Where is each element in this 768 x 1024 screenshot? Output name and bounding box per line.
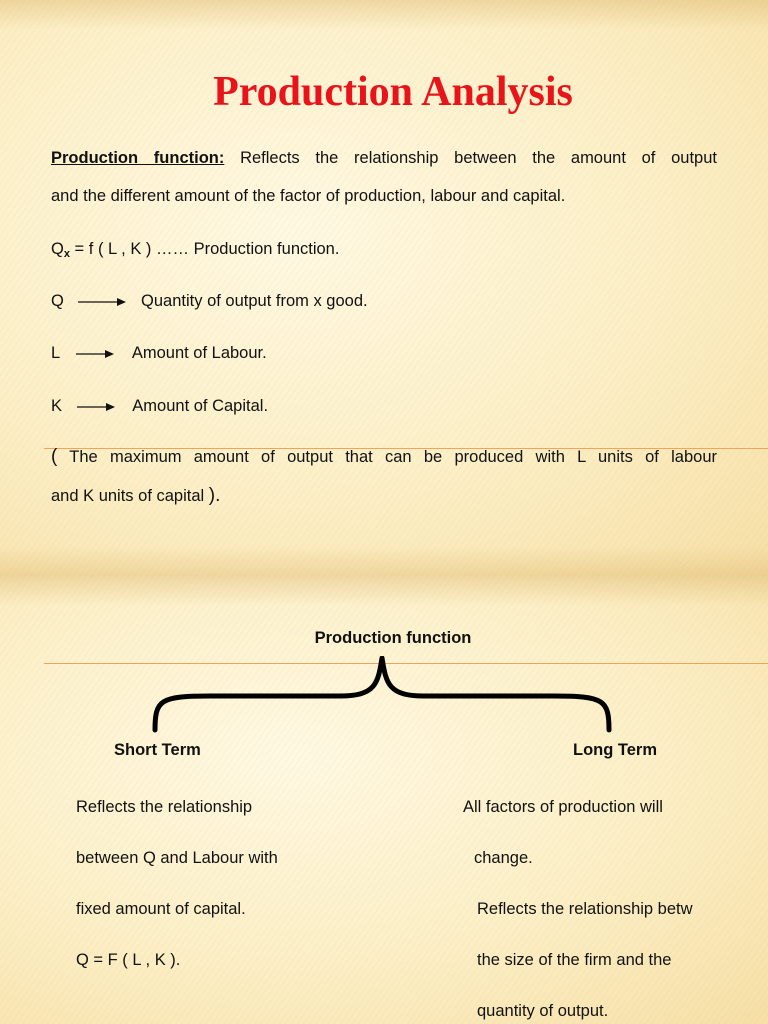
right-arrow-icon	[76, 348, 114, 360]
short-term-label: Short Term	[114, 741, 201, 759]
long-term-label: Long Term	[573, 741, 658, 759]
definition-line-1	[51, 148, 717, 168]
definition-line-2: and the different amount of the factor of production, labour and capital.	[51, 187, 566, 205]
formula-subscript: x	[63, 248, 70, 260]
short-term-formula: Q = F ( L , K ).	[76, 951, 181, 969]
right-arrow-icon	[78, 296, 126, 308]
variable-k-row	[51, 396, 268, 416]
note-line-2	[51, 486, 220, 506]
variable-symbol: L	[51, 344, 60, 362]
variable-description: Amount of Capital.	[132, 397, 269, 415]
formula-expression: = f ( L , K ) …… Production function.	[69, 240, 340, 258]
variable-description: Quantity of output from x good.	[141, 292, 368, 310]
definition-text-1: Reflects the relationship between the amount of output	[240, 149, 717, 167]
variable-q-row	[51, 291, 368, 311]
production-formula: $Q_x = f$ ( L , K ) …… Production function.	[51, 240, 340, 260]
definition-term: Production function:	[51, 149, 225, 167]
slide-top-band	[0, 576, 768, 606]
variable-symbol: Q	[51, 292, 64, 310]
note-close-paren: ).	[208, 485, 221, 506]
short-term-text-line: between Q and Labour with	[76, 849, 278, 867]
short-term-text-line: fixed amount of capital.	[76, 900, 246, 918]
variable-symbol: K	[51, 397, 63, 415]
slide-bottom-band	[0, 546, 768, 576]
curly-brace-icon	[150, 656, 616, 736]
note-line-1	[51, 447, 717, 467]
variable-description: Amount of Labour.	[131, 344, 267, 362]
slide-production-function-terms	[0, 576, 768, 1024]
long-term-clip	[477, 899, 711, 921]
slide-title: Production Analysis	[213, 69, 573, 115]
note-text-2: and K units of capital	[51, 487, 205, 505]
right-arrow-icon	[77, 401, 115, 413]
note-text-1: The maximum amount of output that can be produced with L units of labour	[69, 448, 717, 466]
note-open-paren: (	[51, 446, 58, 467]
long-term-text-line: change.	[474, 849, 533, 867]
long-term-text-line: All factors of production will	[463, 798, 663, 816]
diagram-heading: Production function	[314, 629, 472, 647]
slide-top-band	[0, 0, 768, 30]
short-term-text-line: Reflects the relationship	[76, 798, 253, 816]
long-term-text-line: Reflects the relationship betw	[477, 900, 693, 918]
long-term-text-line: the size of the firm and the	[477, 951, 672, 969]
long-term-text-line: quantity of output.	[477, 1002, 609, 1020]
variable-l-row	[51, 343, 267, 363]
